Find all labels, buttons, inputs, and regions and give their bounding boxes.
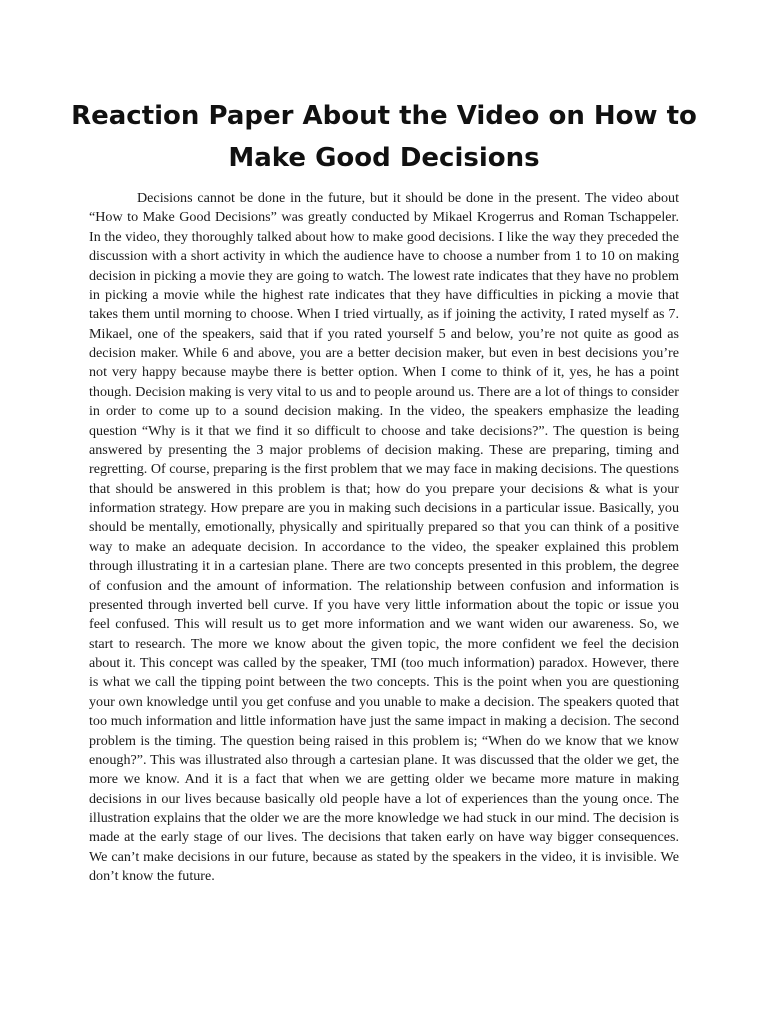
body-paragraph: Decisions cannot be done in the future, but it should be done in the present. The video about “How to Make Good Decisions” was greatly conducted by Mikael Krogerrus and Roman Tschappeler. In the video, they thoroughly talked about how to make good decisions. I like the way they preceded the discussion with a short activity in which the audience have to choose a number from 1 to 10 on making decision in picking a movie they are going to watch. The lowest rate indicates that they have no problem in picking a movie while the highest rate indicates that they have difficulties in picking a movie that takes them until morning to choose. When I tried virtually, as if joining the activity, I rated myself as 7. Mikael, one of the speakers, said that if you rated yourself 5 and below, you’re not quite as good as decision maker. While 6 and above, you are a better decision maker, but even in best decisions you’re not very happy because maybe there is better option. When I come to think of it, yes, he has a point though. Decision making is very vital to us and to people around us. There are a lot of things to consider in order to come up to a sound decision making. In the video, the speakers emphasize the leading question “Why is it that we find it so difficult to choose and take decisions?”. The question is being answered by presenting the 3 major problems of decision making. These are preparing, timing and regretting. Of course, preparing is the first problem that we may face in making decisions. The questions that should be answered in this problem is that; how do you prepare your decisions & what is your information strategy. How prepare are you in making such decisions in a particular issue. Basically, you should be mentally, emotionally, physically and spiritually prepared so that you can think of a positive way to make an adequate decision. In accordance to the video, the speaker explained this problem through illustrating it in a cartesian plane. There are two concepts presented in this problem, the degree of confusion and the amount of information. The relationship between confusion and information is presented through inverted bell curve. If you have very little information about the topic or issue you feel confused. This will result us to get more information and we want widen our awareness. So, we start to research. The more we know about the given topic, the more confident we feel the decision about it. This concept was called by the speaker, TMI (too much information) paradox. However, there is what we call the tipping point between the two concepts. This is the point when you are questioning your own knowledge until you get confuse and you unable to make a decision. The speakers quoted that too much information and little information have just the same impact in making a decision. The second problem is the timing. The question being raised in this problem is; “When do we know that we know enough?”. This was illustrated also through a cartesian plane. It was discussed that the older we get, the more we know. And it is a fact that when we are getting older we became more mature in making decisions in our lives because basically old people have a lot of experiences than the young once. The illustration explains that the older we are the more knowledge we had stuck in our mind. The decision is made at the early stage of our lives. The decisions that taken early on have way bigger consequences. We can’t make decisions in our future, because as stated by the speakers in the video, it is invisible. We don’t know the future. [89,190,679,885]
document-title: Reaction Paper About the Video on How to Make Good Decisions [71,101,697,173]
